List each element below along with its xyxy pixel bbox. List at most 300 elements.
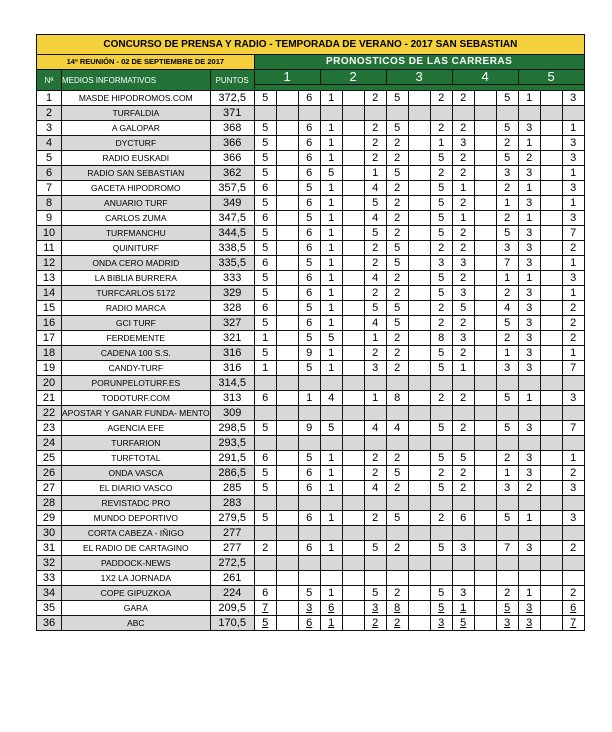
pick-cell [496, 496, 518, 511]
pick-cell: 5 [430, 181, 452, 196]
pick-cell: 1 [320, 511, 342, 526]
pick-cell [408, 316, 430, 331]
row-number: 2 [37, 106, 62, 121]
pick-cell [254, 406, 276, 421]
pick-cell [430, 526, 452, 541]
pick-cell [540, 106, 562, 121]
table-row [37, 256, 585, 271]
pick-cell [276, 556, 298, 571]
table-row [37, 436, 585, 451]
points-value: 224 [210, 586, 254, 601]
pick-cell [474, 211, 496, 226]
pick-cell [474, 481, 496, 496]
pick-cell: 2 [452, 316, 474, 331]
pick-cell: 6 [254, 256, 276, 271]
pick-cell [320, 496, 342, 511]
table-row [37, 361, 585, 376]
media-name: ONDA CERO MADRID [62, 256, 211, 271]
media-name: MASDE HIPODROMOS.COM [62, 91, 211, 106]
pick-cell [408, 241, 430, 256]
table-row [37, 616, 585, 631]
row-number: 19 [37, 361, 62, 376]
pick-cell: 3 [518, 616, 540, 631]
pick-cell [540, 181, 562, 196]
pick-cell [540, 166, 562, 181]
pick-cell: 2 [452, 241, 474, 256]
pick-cell [430, 571, 452, 586]
pick-cell: 6 [298, 511, 320, 526]
pick-cell [430, 376, 452, 391]
media-name: TODOTURF.COM [62, 391, 211, 406]
pick-cell: 1 [452, 181, 474, 196]
points-value: 170,5 [210, 616, 254, 631]
pick-cell [254, 571, 276, 586]
pick-cell: 2 [452, 226, 474, 241]
pick-cell: 3 [452, 286, 474, 301]
row-number: 35 [37, 601, 62, 616]
pick-cell [452, 436, 474, 451]
pick-cell: 5 [452, 451, 474, 466]
pick-cell [408, 541, 430, 556]
media-name: DYCTURF [62, 136, 211, 151]
media-name: PORUNPELOTURF.ES [62, 376, 211, 391]
pick-cell [342, 316, 364, 331]
table-row [37, 601, 585, 616]
row-number: 11 [37, 241, 62, 256]
pick-cell: 3 [562, 136, 584, 151]
pick-cell: 3 [562, 511, 584, 526]
table-row [37, 151, 585, 166]
pick-cell [474, 256, 496, 271]
pick-cell: 2 [364, 136, 386, 151]
points-value: 316 [210, 346, 254, 361]
pick-cell: 7 [496, 541, 518, 556]
pick-cell: 4 [364, 271, 386, 286]
pick-cell [518, 436, 540, 451]
pick-cell [540, 121, 562, 136]
pick-cell [474, 196, 496, 211]
points-value: 366 [210, 151, 254, 166]
media-name: PADDOCK-NEWS [62, 556, 211, 571]
pick-cell [276, 316, 298, 331]
pick-cell [276, 391, 298, 406]
pick-cell [474, 511, 496, 526]
pick-cell: 1 [320, 466, 342, 481]
pick-cell [364, 571, 386, 586]
pick-cell: 1 [518, 586, 540, 601]
pick-cell: 1 [562, 166, 584, 181]
row-number: 29 [37, 511, 62, 526]
pick-cell: 1 [298, 391, 320, 406]
pick-cell [496, 526, 518, 541]
pick-cell: 2 [364, 466, 386, 481]
pick-cell: 1 [518, 91, 540, 106]
pick-cell [320, 436, 342, 451]
pick-cell [342, 271, 364, 286]
pick-cell: 5 [254, 466, 276, 481]
pick-cell [408, 421, 430, 436]
points-value: 328 [210, 301, 254, 316]
pick-cell [276, 436, 298, 451]
pick-cell: 5 [254, 91, 276, 106]
pick-cell [408, 286, 430, 301]
pick-cell [540, 211, 562, 226]
pick-cell [320, 556, 342, 571]
pick-cell: 2 [430, 301, 452, 316]
pick-cell [540, 571, 562, 586]
pick-cell: 2 [562, 301, 584, 316]
row-number: 14 [37, 286, 62, 301]
pick-cell [342, 256, 364, 271]
pick-cell [254, 106, 276, 121]
pick-cell: 6 [254, 586, 276, 601]
pick-cell: 3 [518, 301, 540, 316]
pick-cell: 2 [430, 511, 452, 526]
pick-cell: 2 [430, 391, 452, 406]
pick-cell: 3 [562, 181, 584, 196]
pick-cell: 5 [254, 286, 276, 301]
pick-cell: 5 [364, 586, 386, 601]
table-row [37, 271, 585, 286]
pick-cell: 5 [386, 166, 408, 181]
pick-cell [518, 496, 540, 511]
table-row [37, 451, 585, 466]
pick-cell [474, 331, 496, 346]
pick-cell [342, 136, 364, 151]
points-value: 286,5 [210, 466, 254, 481]
pick-cell [386, 106, 408, 121]
pick-cell [474, 91, 496, 106]
pick-cell: 1 [518, 136, 540, 151]
table-row [37, 406, 585, 421]
pick-cell: 3 [562, 271, 584, 286]
pick-cell: 5 [430, 196, 452, 211]
pick-cell: 4 [320, 391, 342, 406]
pick-cell: 2 [386, 136, 408, 151]
pick-cell [474, 451, 496, 466]
pick-cell: 5 [430, 226, 452, 241]
pick-cell: 5 [254, 271, 276, 286]
pick-cell [276, 91, 298, 106]
pick-cell: 6 [254, 211, 276, 226]
pick-cell: 5 [364, 301, 386, 316]
pick-cell: 5 [320, 166, 342, 181]
pick-cell [408, 376, 430, 391]
pick-cell [342, 541, 364, 556]
pick-cell [276, 421, 298, 436]
media-name: A GALOPAR [62, 121, 211, 136]
media-name: MUNDO DEPORTIVO [62, 511, 211, 526]
pick-cell [342, 196, 364, 211]
pick-cell: 5 [298, 301, 320, 316]
pick-cell [342, 121, 364, 136]
pick-cell [474, 241, 496, 256]
pick-cell: 5 [452, 301, 474, 316]
table-row [37, 556, 585, 571]
pick-cell [408, 166, 430, 181]
pick-cell: 1 [320, 346, 342, 361]
pick-cell [276, 286, 298, 301]
media-name: ANUARIO TURF [62, 196, 211, 211]
pick-cell: 7 [562, 361, 584, 376]
pick-cell [254, 496, 276, 511]
pick-cell: 2 [452, 346, 474, 361]
pick-cell [408, 556, 430, 571]
pick-cell: 3 [452, 331, 474, 346]
row-number: 9 [37, 211, 62, 226]
pick-cell: 2 [386, 151, 408, 166]
pick-cell [342, 211, 364, 226]
pick-cell: 6 [562, 601, 584, 616]
pick-cell [540, 481, 562, 496]
pick-cell: 3 [562, 91, 584, 106]
pick-cell: 2 [386, 451, 408, 466]
pick-cell [408, 406, 430, 421]
pick-cell: 5 [430, 286, 452, 301]
pick-cell: 2 [452, 121, 474, 136]
pick-cell: 5 [254, 421, 276, 436]
pick-cell: 2 [364, 91, 386, 106]
pick-cell [386, 376, 408, 391]
pick-cell [430, 406, 452, 421]
pick-cell: 2 [562, 316, 584, 331]
pick-cell: 5 [386, 241, 408, 256]
pick-cell [474, 421, 496, 436]
pick-cell [276, 346, 298, 361]
pick-cell [430, 556, 452, 571]
pick-cell [342, 616, 364, 631]
media-name: FERDEMENTE [62, 331, 211, 346]
pick-cell: 1 [518, 511, 540, 526]
pick-cell [496, 376, 518, 391]
pick-cell: 1 [320, 121, 342, 136]
pick-cell: 1 [254, 331, 276, 346]
pick-cell: 5 [386, 256, 408, 271]
pick-cell [276, 241, 298, 256]
pick-cell: 5 [254, 241, 276, 256]
pick-cell: 3 [562, 151, 584, 166]
table-row [37, 541, 585, 556]
points-value: 327 [210, 316, 254, 331]
race-3-header: 3 [386, 70, 452, 85]
pick-cell [474, 181, 496, 196]
pick-cell [540, 586, 562, 601]
pick-cell: 5 [496, 601, 518, 616]
pick-cell [474, 466, 496, 481]
pick-cell [452, 556, 474, 571]
pick-cell [342, 436, 364, 451]
pick-cell: 1 [562, 196, 584, 211]
pick-cell: 2 [452, 271, 474, 286]
pick-cell: 1 [496, 466, 518, 481]
pick-cell [474, 541, 496, 556]
pick-cell [474, 166, 496, 181]
pick-cell: 5 [298, 331, 320, 346]
pick-cell [276, 466, 298, 481]
pick-cell: 6 [298, 91, 320, 106]
pick-cell: 2 [386, 616, 408, 631]
media-name: TURFTOTAL [62, 451, 211, 466]
pick-cell [408, 571, 430, 586]
pick-cell [408, 106, 430, 121]
pick-cell: 5 [298, 256, 320, 271]
row-number: 30 [37, 526, 62, 541]
pick-cell: 3 [518, 421, 540, 436]
pick-cell: 2 [430, 121, 452, 136]
pick-cell: 6 [298, 241, 320, 256]
points-value: 372,5 [210, 91, 254, 106]
pick-cell: 3 [518, 601, 540, 616]
pick-cell: 2 [430, 466, 452, 481]
pick-cell: 1 [364, 331, 386, 346]
pick-cell: 1 [320, 211, 342, 226]
pick-cell: 6 [298, 151, 320, 166]
pick-cell [540, 451, 562, 466]
points-value: 277 [210, 541, 254, 556]
pick-cell [562, 376, 584, 391]
pick-cell [474, 301, 496, 316]
pick-cell [474, 436, 496, 451]
pick-cell [496, 106, 518, 121]
pick-cell: 5 [496, 421, 518, 436]
media-header: MEDIOS INFORMATIVOS [62, 70, 211, 91]
pick-cell [452, 106, 474, 121]
pick-cell [364, 496, 386, 511]
pick-cell: 2 [430, 166, 452, 181]
pick-cell: 5 [298, 586, 320, 601]
pick-cell: 3 [496, 616, 518, 631]
pick-cell: 1 [518, 211, 540, 226]
pick-cell: 2 [364, 151, 386, 166]
pick-cell: 6 [254, 301, 276, 316]
pick-cell [408, 196, 430, 211]
media-name: RADIO MARCA [62, 301, 211, 316]
pick-cell: 3 [364, 361, 386, 376]
pick-cell [540, 556, 562, 571]
pick-cell: 6 [298, 196, 320, 211]
pick-cell [408, 466, 430, 481]
row-number: 7 [37, 181, 62, 196]
pick-cell: 2 [496, 586, 518, 601]
points-value: 293,5 [210, 436, 254, 451]
pick-cell: 7 [562, 421, 584, 436]
pick-cell [364, 556, 386, 571]
pick-cell [408, 481, 430, 496]
pick-cell [408, 616, 430, 631]
pick-cell: 1 [430, 136, 452, 151]
pick-cell: 2 [386, 346, 408, 361]
pick-cell: 6 [298, 316, 320, 331]
pick-cell [408, 436, 430, 451]
pick-cell [342, 466, 364, 481]
pick-cell [408, 526, 430, 541]
pick-cell: 5 [298, 181, 320, 196]
pick-cell: 2 [562, 466, 584, 481]
pick-cell: 1 [320, 271, 342, 286]
points-value: 272,5 [210, 556, 254, 571]
pick-cell [496, 571, 518, 586]
pick-cell [474, 406, 496, 421]
pick-cell [540, 421, 562, 436]
pick-cell [342, 106, 364, 121]
table-row [37, 466, 585, 481]
pick-cell: 2 [430, 316, 452, 331]
pick-cell [342, 556, 364, 571]
pick-cell: 5 [298, 361, 320, 376]
pick-cell [276, 496, 298, 511]
pick-cell: 5 [386, 301, 408, 316]
pick-cell: 2 [386, 271, 408, 286]
pick-cell: 6 [298, 481, 320, 496]
table-row [37, 376, 585, 391]
media-name: ONDA VASCA [62, 466, 211, 481]
row-number: 1 [37, 91, 62, 106]
pick-cell: 7 [562, 616, 584, 631]
media-name: QUINITURF [62, 241, 211, 256]
pick-cell [276, 106, 298, 121]
media-name: GACETA HIPODROMO [62, 181, 211, 196]
pick-cell: 7 [562, 226, 584, 241]
pick-cell: 5 [430, 481, 452, 496]
pick-cell: 6 [298, 286, 320, 301]
pick-cell: 2 [518, 151, 540, 166]
pick-cell: 3 [452, 586, 474, 601]
pick-cell [276, 451, 298, 466]
pick-cell [298, 571, 320, 586]
pick-cell [342, 571, 364, 586]
pick-cell [342, 406, 364, 421]
pick-cell [518, 106, 540, 121]
pick-cell [452, 496, 474, 511]
pick-cell: 4 [364, 316, 386, 331]
table-row [37, 571, 585, 586]
media-name: EL DIARIO VASCO [62, 481, 211, 496]
pick-cell [540, 601, 562, 616]
table-row [37, 511, 585, 526]
pick-cell: 1 [320, 316, 342, 331]
pick-cell [562, 406, 584, 421]
pick-cell [276, 136, 298, 151]
pick-cell [540, 391, 562, 406]
pick-cell: 6 [298, 166, 320, 181]
pick-cell [408, 511, 430, 526]
pick-cell: 6 [298, 136, 320, 151]
pick-cell: 2 [364, 511, 386, 526]
pick-cell: 1 [496, 346, 518, 361]
pick-cell: 6 [254, 451, 276, 466]
pick-cell [342, 331, 364, 346]
race-5-header: 5 [518, 70, 584, 85]
pick-cell: 5 [386, 121, 408, 136]
pick-cell [518, 556, 540, 571]
pick-cell: 6 [452, 511, 474, 526]
pick-cell: 2 [452, 466, 474, 481]
pick-cell [276, 271, 298, 286]
pick-cell [342, 391, 364, 406]
pick-cell: 5 [254, 616, 276, 631]
pick-cell: 2 [562, 241, 584, 256]
pick-cell [276, 151, 298, 166]
pick-cell [276, 601, 298, 616]
pick-cell [342, 226, 364, 241]
pick-cell [276, 406, 298, 421]
pick-cell [386, 406, 408, 421]
media-name: RADIO SAN SEBASTIAN [62, 166, 211, 181]
pick-cell: 5 [430, 361, 452, 376]
pick-cell [254, 526, 276, 541]
points-value: 371 [210, 106, 254, 121]
pick-cell [540, 271, 562, 286]
